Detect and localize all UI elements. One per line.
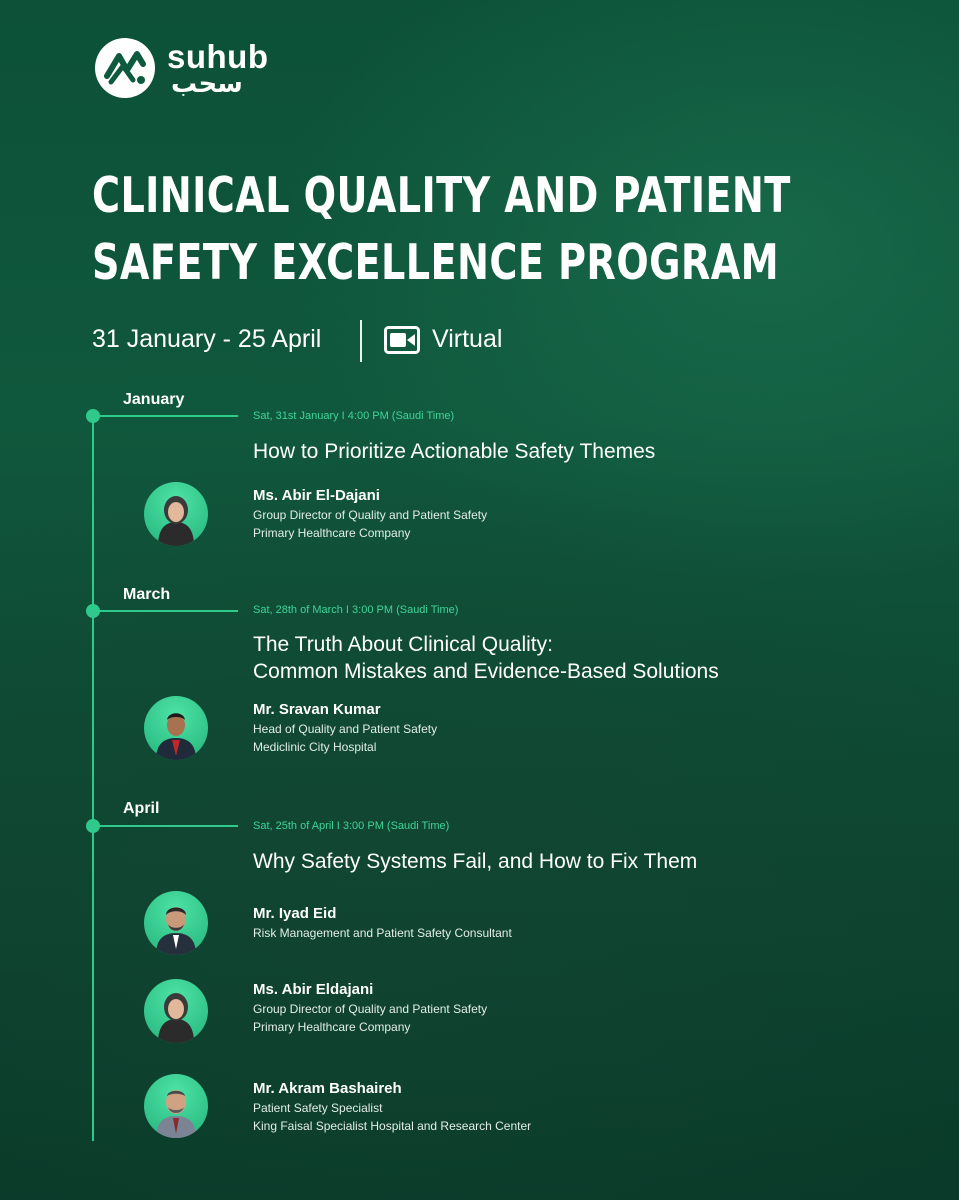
brand-logo	[93, 33, 268, 103]
title-line-2: SAFETY EXCELLENCE PROGRAM	[92, 234, 780, 291]
speaker-name: Mr. Akram Bashaireh	[253, 1080, 402, 1097]
timeline-connector-march	[93, 610, 238, 612]
speaker-title: Group Director of Quality and Patient Safety	[253, 1002, 488, 1016]
speaker-name: Ms. Abir Eldajani	[253, 981, 374, 998]
speaker-organization: Mediclinic City Hospital	[253, 740, 377, 754]
brand-name: suhub	[167, 37, 269, 75]
speaker-title: Group Director of Quality and Patient Safety	[253, 508, 488, 522]
speaker-title: Risk Management and Patient Safety Consultant	[253, 926, 512, 940]
page-title	[92, 162, 791, 296]
speaker-avatar	[144, 482, 208, 546]
session-topic-line: Common Mistakes and Evidence-Based Solutions	[253, 660, 719, 683]
speaker-name: Ms. Abir El-Dajani	[253, 487, 380, 504]
suhub-logo-icon	[93, 36, 157, 100]
session-topic	[253, 438, 655, 465]
speaker-info	[253, 700, 437, 756]
event-mode-label: Virtual	[432, 325, 503, 353]
speaker-avatar	[144, 1074, 208, 1138]
session-datetime: Sat, 31st January I 4:00 PM (Saudi Time)	[253, 410, 455, 422]
speaker-organization: Primary Healthcare Company	[253, 526, 411, 540]
session-topic-line: How to Prioritize Actionable Safety Themes	[253, 440, 656, 463]
month-label-april: April	[123, 800, 160, 817]
speaker-info	[253, 1079, 531, 1135]
timeline-connector-january	[93, 415, 238, 417]
speaker-info	[253, 486, 487, 542]
speaker-avatar	[144, 979, 208, 1043]
event-mode	[384, 325, 502, 354]
speaker-name: Mr. Sravan Kumar	[253, 701, 381, 718]
brand-name-arabic: سحب	[171, 68, 243, 99]
speaker-title: Patient Safety Specialist	[253, 1101, 383, 1115]
speaker-name: Mr. Iyad Eid	[253, 905, 337, 922]
session-datetime: Sat, 28th of March I 3:00 PM (Saudi Time)	[253, 604, 459, 616]
speaker-info	[253, 980, 487, 1036]
speaker-title: Head of Quality and Patient Safety	[253, 722, 438, 736]
title-line-1: CLINICAL QUALITY AND PATIENT	[92, 167, 791, 224]
session-topic	[253, 848, 697, 875]
meta-divider	[360, 320, 362, 362]
session-topic-line: The Truth About Clinical Quality:	[253, 633, 553, 656]
speaker-organization: Primary Healthcare Company	[253, 1020, 411, 1034]
video-camera-icon	[384, 326, 420, 354]
speaker-avatar	[144, 891, 208, 955]
timeline-line	[92, 416, 94, 1141]
event-dates: 31 January - 25 April	[92, 325, 322, 353]
speaker-avatar	[144, 696, 208, 760]
speaker-organization: King Faisal Specialist Hospital and Research Center	[253, 1119, 532, 1133]
timeline-connector-april	[93, 825, 238, 827]
month-label-january: January	[123, 391, 185, 408]
session-topic	[253, 631, 719, 685]
session-datetime: Sat, 25th of April I 3:00 PM (Saudi Time)	[253, 820, 450, 832]
speaker-info	[253, 904, 512, 942]
month-label-march: March	[123, 586, 171, 603]
session-topic-line: Why Safety Systems Fail, and How to Fix Them	[253, 850, 698, 873]
